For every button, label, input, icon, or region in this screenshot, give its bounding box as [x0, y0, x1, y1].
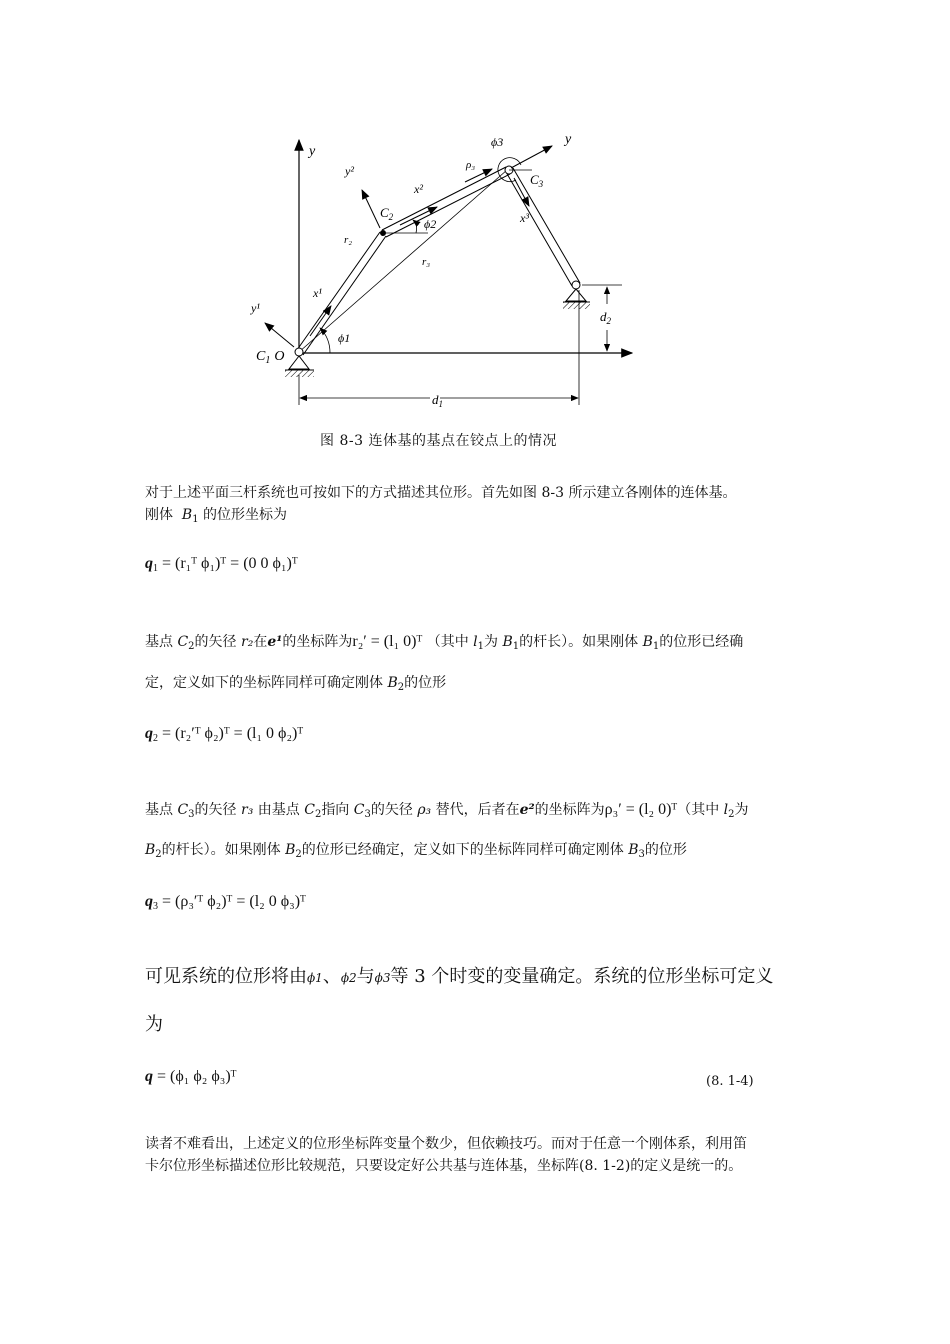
para1-line2: 刚体 $B_1$ 的位形坐标为 [145, 507, 288, 525]
para3-line2: $B_2$的杆长）。如果刚体 $B_2$的位形已经确定，定义如下的坐标阵同样可确定刚体 $B_3$的位形 [145, 842, 687, 860]
equation-q3: $q_3$ = (ρ₃′ᵀ ϕ₂)ᵀ = (l₂ 0 ϕ₃)ᵀ [145, 893, 306, 912]
d2-label: $d_2$ [600, 309, 611, 326]
para4-line2: 为 [145, 1014, 163, 1035]
equation-q2: $q_2$ = (r₂′ᵀ ϕ₂)ᵀ = (l₁ 0 ϕ₂)ᵀ [145, 725, 304, 744]
ground-support-left [285, 356, 314, 377]
figure-caption: 图 8-3 连体基的基点在铰点上的情况 [320, 433, 557, 449]
para3-line1: 基点 $C_3$的矢径 r₃ 由基点 $C_2$指向 $C_3$的矢径 ρ₃ 替代，后者在e²的坐标阵为ρ₃′ = (l₂ 0)ᵀ（其中 $l_2$为 [145, 801, 749, 820]
hinge-C2 [380, 230, 386, 236]
mechanism-figure [240, 120, 660, 420]
rho3-label: ρ₃ [466, 159, 476, 171]
para2-line1: 基点 $C_2$的矢径 r₂在e¹的坐标阵为r₂′ = (l₁ 0)ᵀ （其中 $l_1$为 $B_1$的杆长）。如果刚体 $B_1$的位形已经确 [145, 633, 744, 652]
phi1-arc [320, 328, 330, 353]
y3-label: y [565, 132, 572, 147]
x2-label: x² [414, 182, 423, 196]
para5-line2: 卡尔位形坐标描述位形比较规范，只要设定好公共基与连体基，坐标阵(8. 1-2)的定义是统一的。 [145, 1158, 743, 1174]
x3-label: x³ [520, 211, 529, 225]
y-axis-label: y [309, 144, 316, 159]
x1-arrow [310, 306, 331, 336]
d1-label: $d_1$ [432, 392, 443, 409]
para5-line1: 读者不难看出，上述定义的位形坐标阵变量个数少，但依赖技巧。而对于任意一个刚体系，利用笛 [145, 1136, 747, 1152]
vector-r3-line [299, 170, 507, 352]
para2-line2: 定，定义如下的坐标阵同样可确定刚体 $B_2$的位形 [145, 675, 447, 693]
link-2 [382, 167, 510, 237]
r2-label: r₂ [344, 234, 353, 246]
r3-label: r₃ [422, 256, 431, 268]
y3-arrow [511, 146, 552, 168]
C3-label: $C_3$ [530, 172, 544, 189]
para1-line1: 对于上述平面三杆系统也可按如下的方式描述其位形。首先如图 8-3 所示建立各刚体的连体基。 [145, 485, 737, 501]
y2-arrow [362, 190, 380, 228]
ground-support-right [563, 289, 590, 309]
hinge-O [295, 348, 303, 356]
phi3-label: ϕ3 [491, 135, 504, 149]
y1-arrow [265, 323, 294, 347]
C1-label: $C_1$ O [256, 349, 285, 366]
equation-number: (8. 1-4) [706, 1074, 754, 1089]
C2-label: $C_2$ [380, 205, 394, 222]
y1-label: y¹ [251, 301, 260, 315]
x1-label: x¹ [313, 286, 322, 300]
phi1-label: ϕ1 [338, 331, 351, 345]
hinge-right [572, 281, 580, 289]
para4-line1: 可见系统的位形将由ϕ1、ϕ2与ϕ3等 3 个时变的变量确定。系统的位形坐标可定义 [145, 966, 774, 987]
phi2-label: ϕ2 [424, 217, 437, 231]
y2-label: y² [345, 164, 354, 178]
equation-q1: $q_1$ = (r₁ᵀ ϕ₁)ᵀ = (0 0 ϕ₁)ᵀ [145, 555, 298, 574]
equation-q: q = (ϕ₁ ϕ₂ ϕ₃)ᵀ [145, 1068, 237, 1085]
